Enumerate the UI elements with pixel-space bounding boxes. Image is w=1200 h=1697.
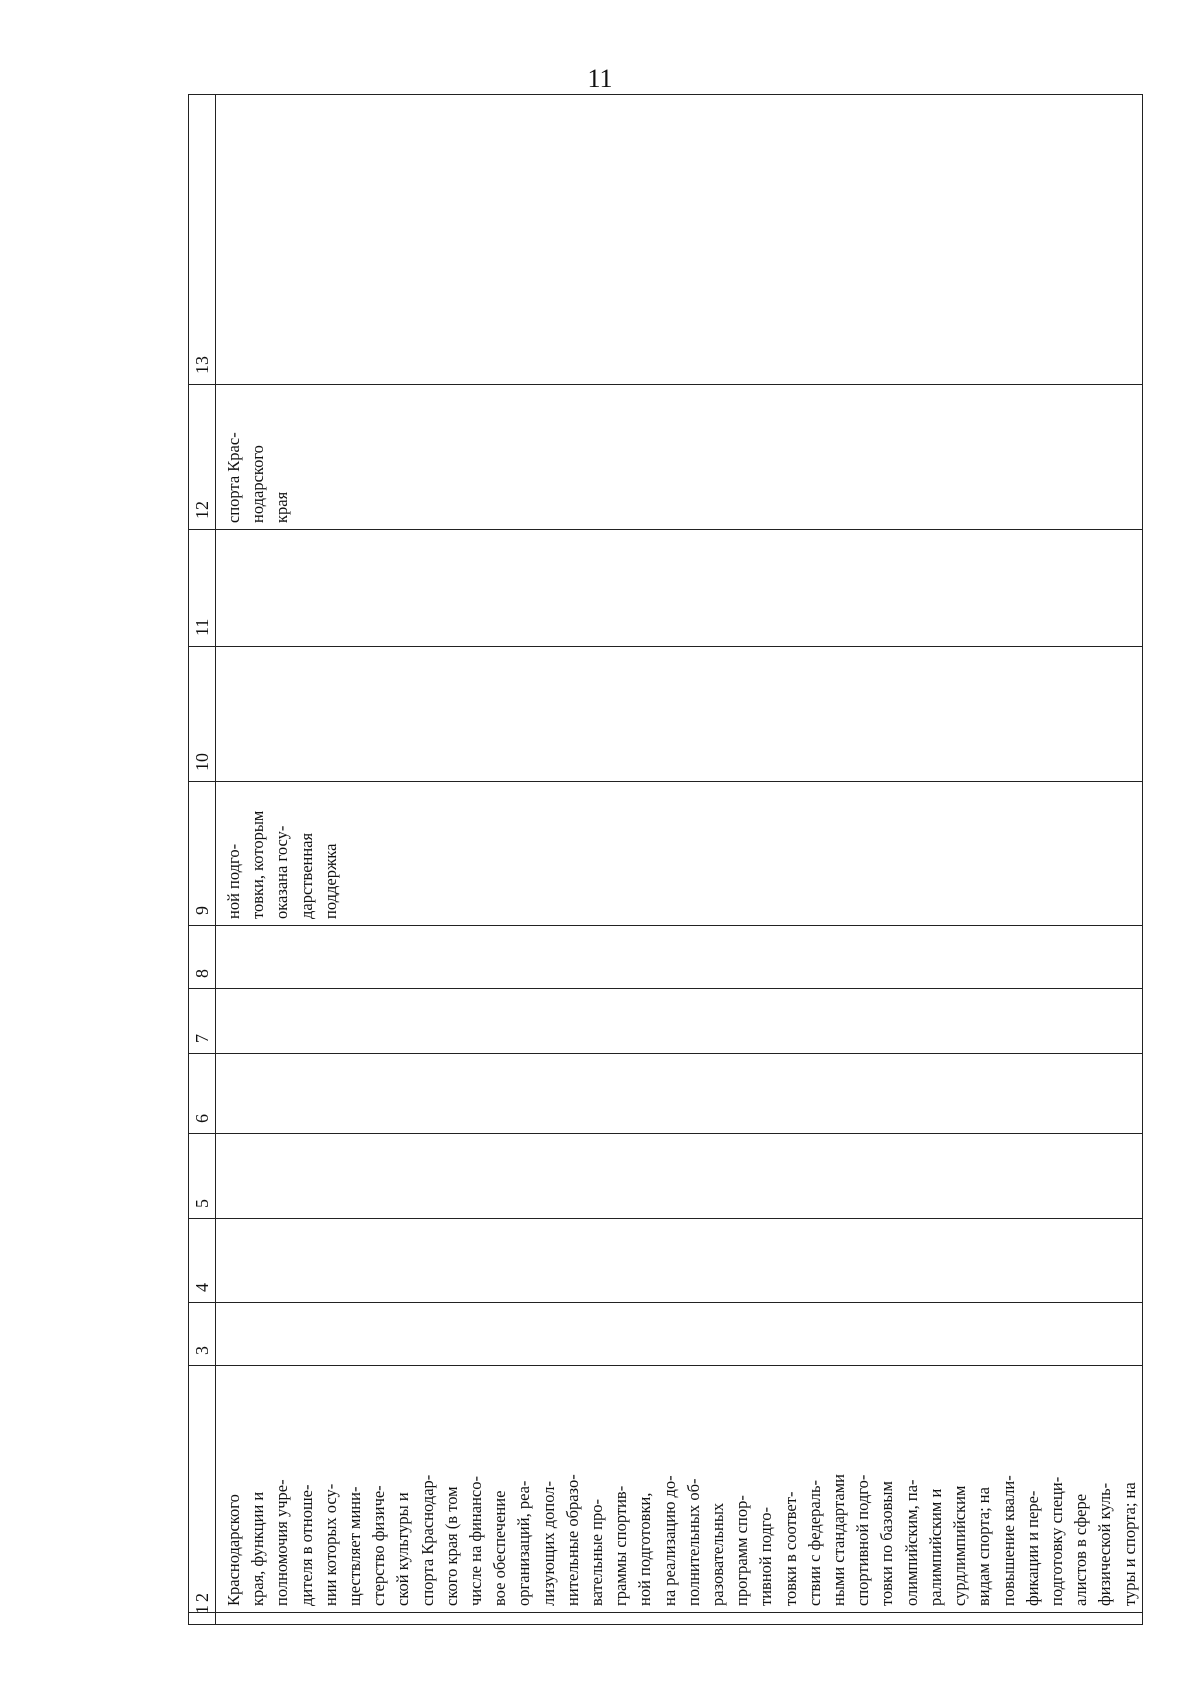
text-line: оказана госу- (272, 825, 292, 919)
col12-text (216, 385, 295, 529)
column-header: 9 (189, 782, 216, 926)
text-line: ского края (в том (441, 1486, 461, 1606)
text-line: спорта Крас- (224, 432, 243, 523)
column-header: 7 (189, 989, 216, 1054)
text-line: товки по базовым (877, 1481, 897, 1606)
table-row (216, 95, 1143, 1625)
column-header: 8 (189, 926, 216, 989)
text-line: физической куль- (1095, 1482, 1115, 1606)
column-header: 10 (189, 647, 216, 782)
text-line: олимпийским, па- (901, 1479, 921, 1606)
text-line: программ спор- (732, 1495, 752, 1606)
text-line: ществляет мини- (345, 1486, 365, 1606)
text-line: вое обеспечение (490, 1490, 510, 1606)
table-cell (216, 1613, 1143, 1625)
table-cell (216, 1366, 1143, 1613)
text-line: туры и спорта; на (1119, 1482, 1139, 1606)
text-line: дителя в отноше- (296, 1484, 316, 1606)
column-header: 12 (189, 385, 216, 530)
column-header: 5 (189, 1134, 216, 1219)
table-cell (216, 647, 1143, 782)
text-line: нительные образо- (562, 1474, 582, 1606)
text-line: товки, которым (248, 810, 268, 919)
text-line: разовательных (708, 1502, 728, 1606)
text-line: ными стандартами (829, 1474, 849, 1606)
text-line: полнительных об- (683, 1478, 703, 1606)
text-line: фикации и пере- (1022, 1490, 1042, 1606)
text-line: повышение квали- (998, 1475, 1018, 1606)
text-line: спортивной подго- (853, 1474, 873, 1606)
text-line: нии которых осу- (320, 1483, 340, 1606)
col9-text (216, 782, 343, 925)
text-line: видам спорта; на (974, 1487, 994, 1606)
text-line: алистов в сфере (1071, 1493, 1091, 1606)
text-line: ной подго- (224, 843, 243, 919)
table-cell (216, 926, 1143, 989)
text-line: тивной подго- (756, 1507, 776, 1606)
text-line: стерство физиче- (369, 1485, 389, 1606)
column-header: 4 (189, 1219, 216, 1303)
table-cell (216, 530, 1143, 647)
table-cell (216, 385, 1143, 530)
table-cell (216, 95, 1143, 385)
header-row (189, 95, 216, 1625)
text-line: ской культуры и (393, 1492, 413, 1606)
text-line: ствии с федераль- (804, 1479, 824, 1606)
column-header: 13 (189, 95, 216, 385)
column-header: 1 (189, 1613, 216, 1625)
column-header: 6 (189, 1054, 216, 1134)
table-cell (216, 1134, 1143, 1219)
table-cell (216, 1219, 1143, 1303)
text-line: подготовку специ- (1046, 1476, 1066, 1606)
text-line: спорта Краснодар- (417, 1474, 437, 1606)
text-line: граммы спортив- (611, 1485, 631, 1606)
data-table (188, 94, 1143, 1625)
table-cell (216, 782, 1143, 926)
column-header: 11 (189, 530, 216, 647)
table-cell (216, 1303, 1143, 1366)
text-line: сурдлимпийским (950, 1485, 970, 1606)
text-line: товки в соответ- (780, 1491, 800, 1606)
text-line: полномочия учре- (272, 1479, 292, 1606)
text-line: ной подготовки, (635, 1492, 655, 1606)
text-line: лизующих допол- (538, 1481, 558, 1606)
text-line: ралимпийским и (925, 1488, 945, 1606)
text-line: организаций, реа- (514, 1480, 534, 1606)
text-line: поддержка (320, 843, 340, 919)
text-line: числе на финансо- (466, 1476, 486, 1606)
rotated-table-wrapper (188, 95, 1139, 1625)
column-header: 3 (189, 1303, 216, 1366)
table-cell (216, 1054, 1143, 1134)
text-line: края (272, 491, 292, 523)
text-line: края, функции и (248, 1491, 268, 1606)
column-header: 2 (189, 1366, 216, 1613)
text-line: нодарского (248, 445, 268, 523)
table-cell (216, 989, 1143, 1054)
col2-text (216, 1366, 1142, 1612)
text-line: Краснодарского (224, 1494, 243, 1606)
text-line: вательные про- (587, 1499, 607, 1606)
text-line: дарственная (296, 832, 316, 919)
text-line: на реализацию до- (659, 1475, 679, 1606)
page-number: 11 (587, 64, 613, 93)
